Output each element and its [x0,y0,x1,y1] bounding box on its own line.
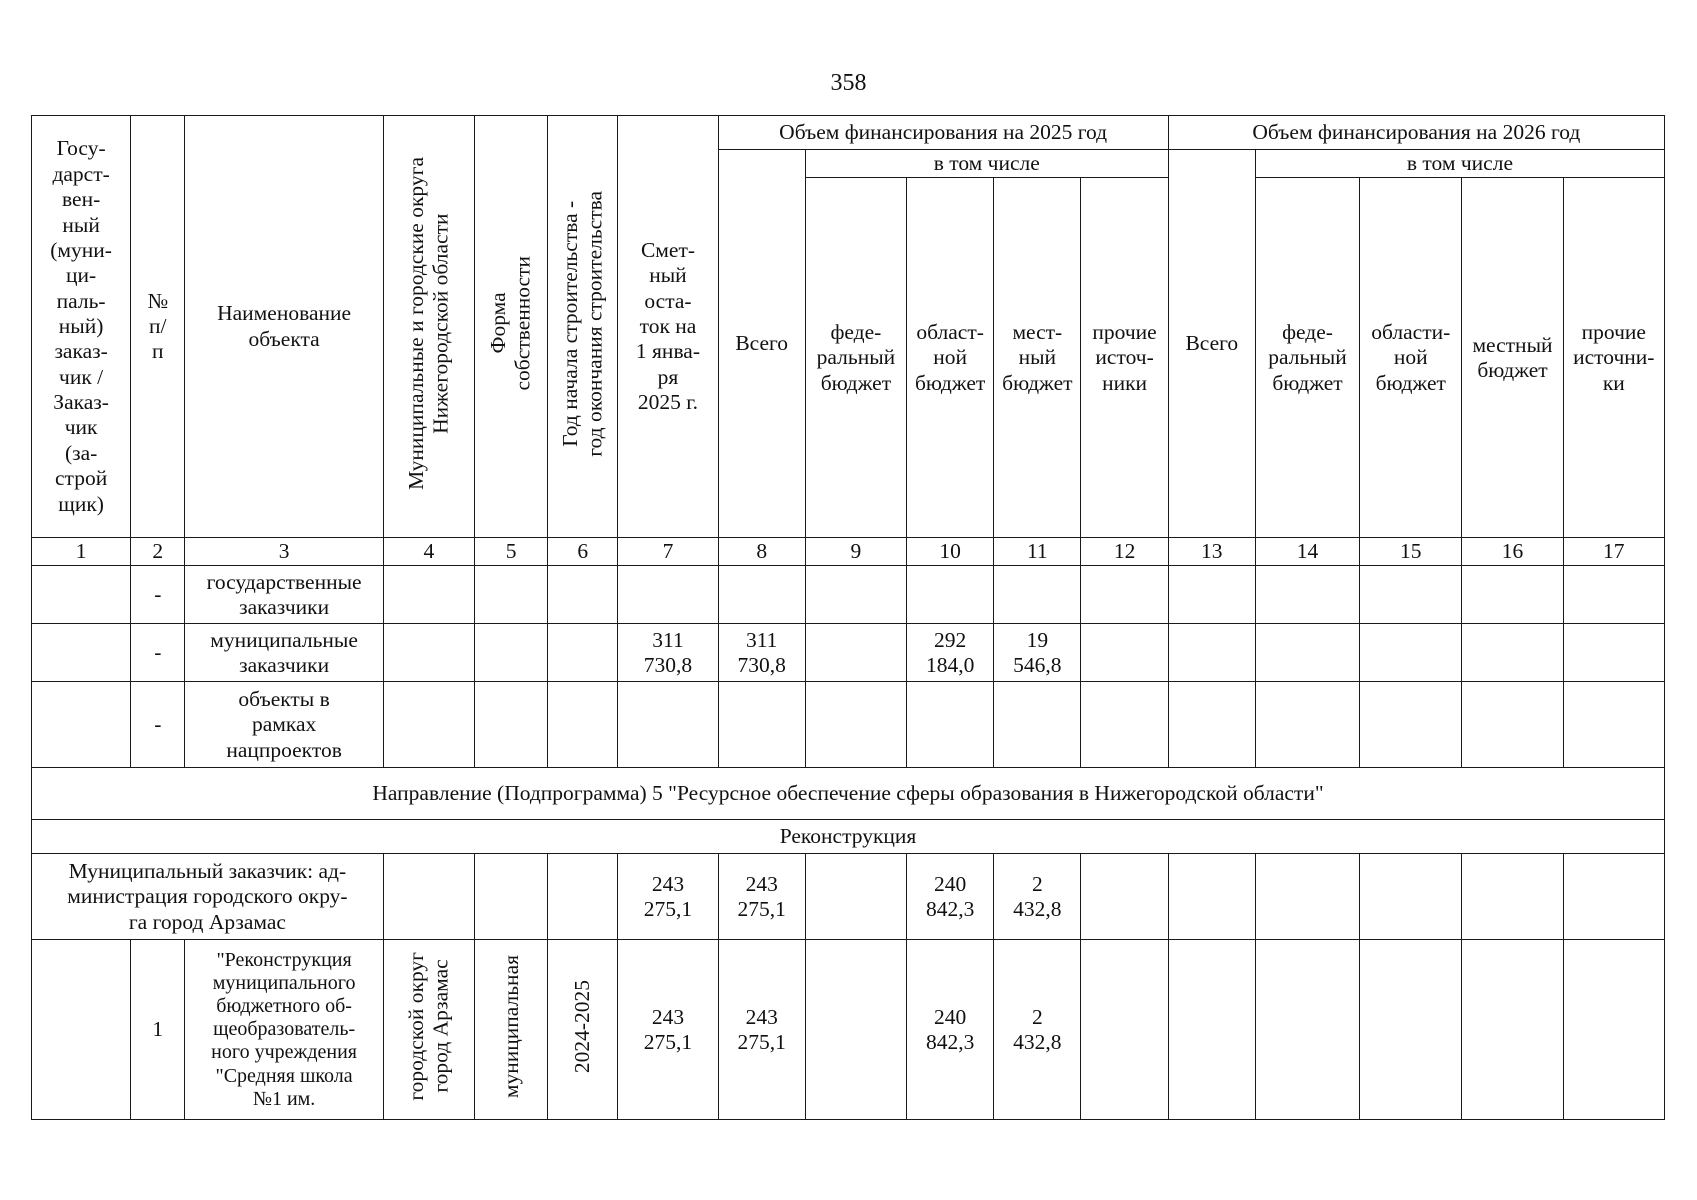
row-state-customers [32,566,1665,624]
col-num-11: 11 [994,538,1081,566]
cell [718,566,805,624]
header-federal-2025: феде- ральный бюджет [805,178,906,538]
financing-table [31,115,1665,1120]
cell [1462,566,1563,624]
cell [805,624,906,682]
row-arzamas-customer [32,854,1665,940]
row-dash: - [131,624,185,682]
col-num-14: 14 [1255,538,1359,566]
cell [1081,940,1168,1120]
col-num-10: 10 [907,538,994,566]
cell [805,854,906,940]
header-customer: Госу- дарст- вен- ный (муни- ци- паль- ный) заказ- чик / Заказ- чик (за- строй щик) [32,116,131,538]
col-num-8: 8 [718,538,805,566]
cell [1168,682,1255,768]
cell [383,624,474,682]
header-including-2026: в том числе [1255,150,1664,178]
object-num: 1 [131,940,185,1120]
cell [1081,624,1168,682]
row-section [32,820,1665,854]
cell [1462,624,1563,682]
header-fin-2025: Объем финансирования на 2025 год [718,116,1168,150]
regional-2025-value: 240 842,3 [907,854,994,940]
cell [1081,682,1168,768]
row-national-projects [32,682,1665,768]
cell [1563,854,1664,940]
row-dash: - [131,682,185,768]
col-num-12: 12 [1081,538,1168,566]
header-other-2025: прочие источ- ники [1081,178,1168,538]
header-other-2026: прочие источни- ки [1563,178,1664,538]
col-num-15: 15 [1360,538,1462,566]
cell [475,854,548,940]
direction-title: Направление (Подпрограмма) 5 "Ресурсное обеспечение сферы образования в Нижегородской области" [32,768,1665,820]
cell [994,682,1081,768]
column-numbers-row [32,538,1665,566]
customer-name: Муниципальный заказчик: ад- министрация городского окру- га город Арзамас [32,854,384,940]
row-object-1 [32,940,1665,1120]
cell [1168,566,1255,624]
col-num-16: 16 [1462,538,1563,566]
row-municipal-customers [32,624,1665,682]
cell [1462,940,1563,1120]
col-num-6: 6 [548,538,618,566]
header-districts-text: Муниципальные и городские округа Нижегородской области [404,157,453,490]
page-number: 358 [830,70,867,96]
cell [383,682,474,768]
col-num-9: 9 [805,538,906,566]
cell [548,566,618,624]
header-regional-2025: област- ной бюджет [907,178,994,538]
row-name: муниципальные заказчики [185,624,383,682]
cell [1168,854,1255,940]
total-2025-value: 243 275,1 [718,854,805,940]
object-name: "Реконструкция муниципального бюджетного об- щеобразователь- ного учреждения "Средняя школа №1 им. [185,940,383,1120]
object-ownership [475,940,548,1120]
cell [475,682,548,768]
cell [1563,682,1664,768]
cell [1255,940,1359,1120]
section-title: Реконструкция [32,820,1665,854]
header-object-name: Наименование объекта [185,116,383,538]
header-total-2025: Всего [718,150,805,538]
row-name: государственные заказчики [185,566,383,624]
cell [32,940,131,1120]
row-name: объекты в рамках нацпроектов [185,682,383,768]
cell [805,566,906,624]
regional-2025-value: 240 842,3 [907,940,994,1120]
cell [1081,566,1168,624]
header-ownership-text: Форма собственности [486,256,536,391]
cell [32,682,131,768]
header-estimate: Смет- ный оста- ток на 1 янва- ря 2025 г. [618,116,718,538]
cell [994,566,1081,624]
cell [32,566,131,624]
estimate-value: 243 275,1 [618,940,718,1120]
cell [1255,624,1359,682]
cell [548,854,618,940]
cell [907,566,994,624]
cell [1168,624,1255,682]
header-ownership [475,116,548,538]
object-years [548,940,618,1120]
cell [1360,854,1462,940]
cell [475,624,548,682]
cell [383,854,474,940]
header-num: № п/ п [131,116,185,538]
cell [1563,940,1664,1120]
cell [1462,682,1563,768]
cell [907,682,994,768]
cell [1563,624,1664,682]
object-district-text: городской округ город Арзамас [404,952,453,1101]
regional-2025-value: 292 184,0 [907,624,994,682]
header-total-2026: Всего [1168,150,1255,538]
cell [1168,940,1255,1120]
cell [805,940,906,1120]
header-row-1 [32,116,1665,150]
col-num-1: 1 [32,538,131,566]
cell [1081,854,1168,940]
header-federal-2026: феде- ральный бюджет [1255,178,1359,538]
cell [548,624,618,682]
cell [1255,854,1359,940]
cell [383,566,474,624]
col-num-4: 4 [383,538,474,566]
cell [1563,566,1664,624]
object-ownership-text: муниципальная [498,955,523,1099]
col-num-3: 3 [185,538,383,566]
object-district [383,940,474,1120]
object-years-text: 2024-2025 [570,980,595,1074]
cell [618,566,718,624]
local-2025-value: 19 546,8 [994,624,1081,682]
header-fin-2026: Объем финансирования на 2026 год [1168,116,1664,150]
cell [1360,940,1462,1120]
row-dash: - [131,566,185,624]
estimate-value: 243 275,1 [618,854,718,940]
local-2025-value: 2 432,8 [994,940,1081,1120]
header-local-2026: местный бюджет [1462,178,1563,538]
cell [1360,682,1462,768]
col-num-2: 2 [131,538,185,566]
cell [32,624,131,682]
col-num-5: 5 [475,538,548,566]
col-num-13: 13 [1168,538,1255,566]
cell [1360,566,1462,624]
local-2025-value: 2 432,8 [994,854,1081,940]
header-regional-2026: области- ной бюджет [1360,178,1462,538]
cell [1255,682,1359,768]
cell [475,566,548,624]
cell [1360,624,1462,682]
cell [1255,566,1359,624]
cell [718,682,805,768]
header-including-2025: в том числе [805,150,1168,178]
row-direction [32,768,1665,820]
cell [548,682,618,768]
cell [618,682,718,768]
header-districts [383,116,474,538]
col-num-17: 17 [1563,538,1664,566]
header-years [548,116,618,538]
cell [805,682,906,768]
estimate-value: 311 730,8 [618,624,718,682]
header-local-2025: мест- ный бюджет [994,178,1081,538]
col-num-7: 7 [618,538,718,566]
header-years-text: Год начала строительства - год окончания строительства [558,190,607,457]
total-2025-value: 311 730,8 [718,624,805,682]
total-2025-value: 243 275,1 [718,940,805,1120]
cell [1462,854,1563,940]
